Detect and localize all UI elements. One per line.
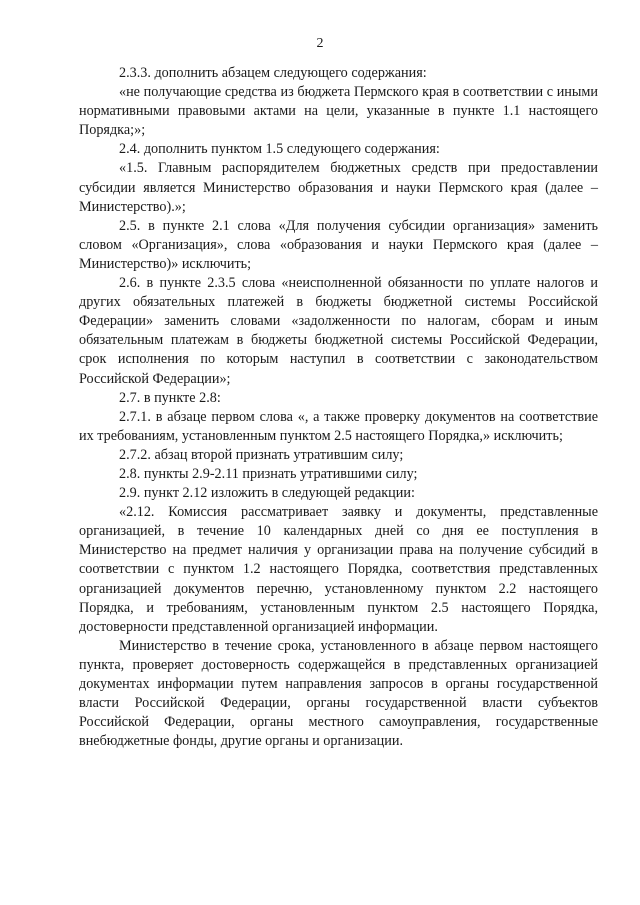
paragraph-quote-2-12: «2.12. Комиссия рассматривает заявку и документы, представленные организацией, в течение 10 календарных дней со дня ее поступления в Министерство на предмет наличия у организации права на получение субсидий в соответствии с пунктом 1.2 настоящего Порядка, соответствия представленных организацией документов перечню, установленному пунктом 2.2 настоящего Порядка, и требованиям, установленным пунктом 2.5 настоящего Порядка, достоверности представленной организацией информации. xyxy=(79,504,598,635)
paragraph-2-5: 2.5. в пункте 2.1 слова «Для получения субсидии организация» заменить словом «Организация», слова «образования и науки Пермского края (далее – Министерство)» исключить; xyxy=(79,217,598,272)
document-body xyxy=(79,64,598,751)
paragraph-2-8: 2.8. пункты 2.9-2.11 признать утратившими силу; xyxy=(119,465,418,482)
paragraph-ministry-check: Министерство в течение срока, установленного в абзаце первом настоящего пункта, проверяет достоверность содержащейся в представленных организацией документах информации путем направления запросов в органы государственной власти Российской Федерации, органы государственной власти субъектов Российской Федерации, органы местного самоуправления, государственные внебюджетные фонды, другие органы и организации. xyxy=(79,637,598,750)
page-number: 2 xyxy=(316,36,324,51)
paragraph-2-3-3: 2.3.3. дополнить абзацем следующего содержания: xyxy=(119,65,427,81)
paragraph-quote-1-5: «1.5. Главным распорядителем бюджетных средств при предоставлении субсидии является Министерство образования и науки Пермского края (далее – Министерство).»; xyxy=(79,160,598,215)
paragraph-2-7: 2.7. в пункте 2.8: xyxy=(119,389,221,406)
paragraph-2-7-1: 2.7.1. в абзаце первом слова «, а также проверку документов на соответствие их требованиям, установленным пунктом 2.5 настоящего Порядка,» исключить; xyxy=(79,408,598,444)
paragraph-2-7-2: 2.7.2. абзац второй признать утратившим силу; xyxy=(119,446,404,463)
paragraph-quote-1-1: «не получающие средства из бюджета Пермского края в соответствии с иными нормативными правовыми актами на цели, указанные в пункте 1.1 настоящего Порядка;»; xyxy=(79,84,598,139)
paragraph-2-9: 2.9. пункт 2.12 изложить в следующей редакции: xyxy=(119,485,415,502)
paragraph-2-6: 2.6. в пункте 2.3.5 слова «неисполненной обязанности по уплате налогов и других обязательных платежей в бюджеты бюджетной системы Российской Федерации» заменить словами «задолженности по налогам, сборам и иным обязательным платежам в бюджеты бюджетной системы Российской Федерации, срок исполнения по которым наступил в соответствии с законодательством Российской Федерации»; xyxy=(79,275,598,387)
paragraph-2-4: 2.4. дополнить пунктом 1.5 следующего содержания: xyxy=(119,141,440,158)
